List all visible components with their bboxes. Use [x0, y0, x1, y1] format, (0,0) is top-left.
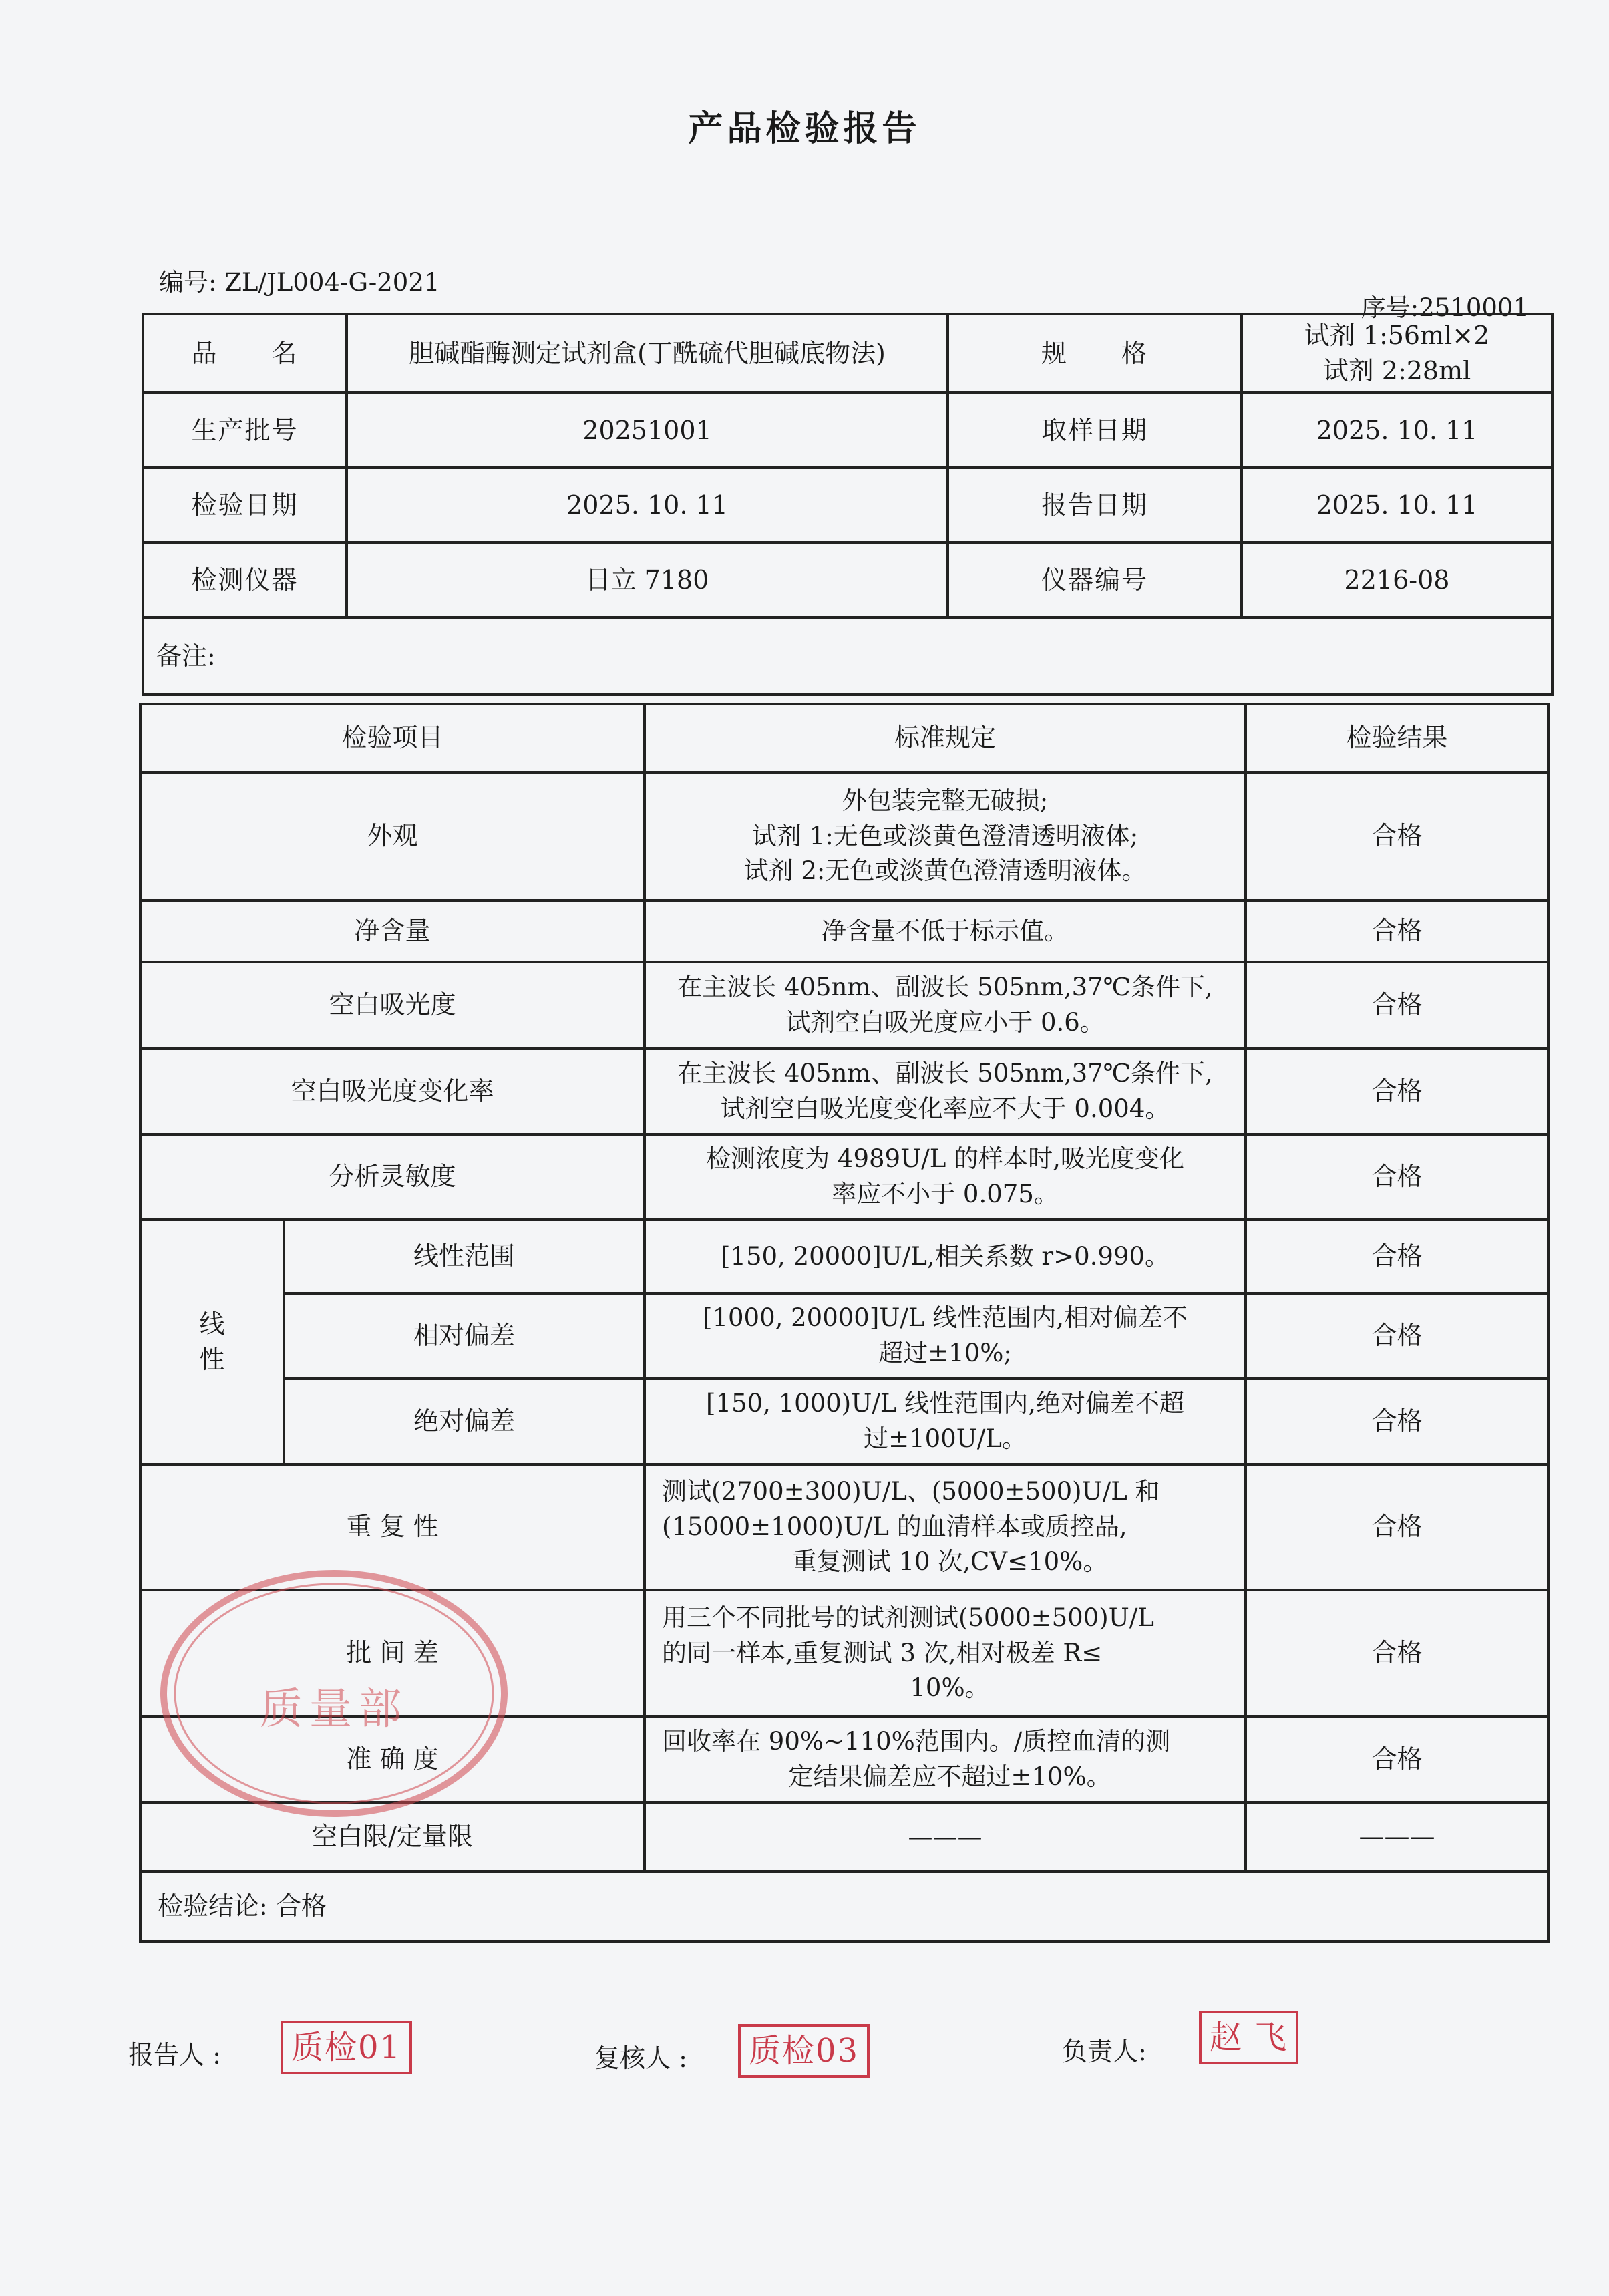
- batch-label: 生产批号: [143, 393, 347, 468]
- standard-line: 10%。: [910, 1673, 990, 1703]
- item-name: 重 复 性: [140, 1464, 645, 1590]
- inspection-date-value: 2025. 10. 11: [347, 468, 948, 542]
- product-name-value: 胆碱酯酶测定试剂盒(丁酰硫代胆碱底物法): [347, 314, 948, 393]
- instrument-no-label: 仪器编号: [948, 542, 1242, 617]
- reviewer-label: 复核人 :: [594, 2043, 687, 2073]
- header-item: 检验项目: [140, 704, 645, 772]
- spec-value-reagent-1: 试剂 1:56ml×2: [1304, 321, 1490, 350]
- linearity-char: 线: [199, 1309, 225, 1339]
- standard-line: 重复测试 10 次,CV≤10%。: [791, 1547, 1108, 1577]
- document-number: 编号: ZL/JL004-G-2021: [159, 268, 440, 297]
- spec-value-reagent-2: 试剂 2:28ml: [1322, 356, 1471, 386]
- item-result: 合格: [1246, 900, 1548, 962]
- linearity-char: 性: [199, 1345, 225, 1374]
- standard-line: 试剂 2:无色或淡黄色澄清透明液体。: [743, 856, 1147, 886]
- item-result: 合格: [1246, 1379, 1548, 1464]
- reviewer-stamp: 质检03: [738, 2024, 870, 2078]
- item-result: 合格: [1246, 1220, 1548, 1293]
- table-row: [140, 1717, 1548, 1802]
- item-standard: [645, 1464, 1246, 1590]
- standard-line: [1000, 20000]U/L 线性范围内,相对偏差不: [703, 1303, 1188, 1333]
- item-name: 线性范围: [284, 1220, 645, 1293]
- standard-line: 用三个不同批号的试剂测试(5000±500)U/L: [662, 1603, 1154, 1633]
- sampling-date-value: 2025. 10. 11: [1242, 393, 1552, 468]
- batch-value: 20251001: [347, 393, 948, 468]
- table-row: [140, 962, 1548, 1049]
- product-name-label: 品 名: [143, 314, 347, 393]
- table-row: [140, 1802, 1548, 1872]
- standard-line: 在主波长 405nm、副波长 505nm,37℃条件下,: [677, 1059, 1213, 1088]
- item-name: 批 间 差: [140, 1590, 645, 1717]
- item-result: 合格: [1246, 1293, 1548, 1379]
- standard-line: (15000±1000)U/L 的血清样本或质控品,: [662, 1512, 1127, 1541]
- standard-line: 外包装完整无破损;: [842, 786, 1049, 816]
- item-name: 空白限/定量限: [140, 1802, 645, 1872]
- item-standard: [645, 1379, 1246, 1464]
- standard-line: 定结果偏差应不超过±10%。: [788, 1762, 1111, 1791]
- item-standard: [645, 1293, 1246, 1379]
- item-name: 准 确 度: [140, 1717, 645, 1802]
- standard-line: 试剂空白吸光度应小于 0.6。: [785, 1008, 1105, 1037]
- instrument-no-value: 2216-08: [1242, 542, 1552, 617]
- item-standard: [645, 1590, 1246, 1717]
- spec-label: 规 格: [948, 314, 1242, 393]
- inspection-date-label: 检验日期: [143, 468, 347, 542]
- responsible-label: 负责人:: [1062, 2037, 1147, 2066]
- product-info-table: [142, 313, 1554, 696]
- responsible-stamp: 赵 飞: [1199, 2011, 1298, 2064]
- item-result: 合格: [1246, 1134, 1548, 1220]
- conclusion: 检验结论: 合格: [140, 1872, 1548, 1941]
- standard-line: 试剂空白吸光度变化率应不大于 0.004。: [720, 1094, 1170, 1123]
- item-standard: [645, 1134, 1246, 1220]
- item-result: 合格: [1246, 1717, 1548, 1802]
- table-row: [140, 1293, 1548, 1379]
- standard-line: 过±100U/L。: [864, 1424, 1027, 1453]
- standard-line: 的同一样本,重复测试 3 次,相对极差 R≤: [662, 1638, 1103, 1667]
- standard-line: 率应不小于 0.075。: [832, 1180, 1059, 1208]
- item-name: 外观: [140, 772, 645, 900]
- header-standard: 标准规定: [645, 704, 1246, 772]
- standard-line: [150, 1000)U/L 线性范围内,绝对偏差不超: [706, 1389, 1184, 1418]
- table-row: [140, 772, 1548, 900]
- remarks: 备注:: [143, 617, 1552, 695]
- standard-line: 超过±10%;: [878, 1339, 1012, 1367]
- report-date-value: 2025. 10. 11: [1242, 468, 1552, 542]
- item-name: 净含量: [140, 900, 645, 962]
- item-result: 合格: [1246, 1590, 1548, 1717]
- standard-line: 试剂 1:无色或淡黄色澄清透明液体;: [751, 821, 1139, 850]
- reporter-stamp: 质检01: [281, 2021, 412, 2074]
- sampling-date-label: 取样日期: [948, 393, 1242, 468]
- spec-value: [1242, 314, 1552, 393]
- table-header-row: [140, 704, 1548, 772]
- item-standard: [645, 962, 1246, 1049]
- report-title: 产品检验报告: [688, 108, 921, 149]
- inspection-items-table: [139, 703, 1550, 1943]
- item-name: 相对偏差: [284, 1293, 645, 1379]
- svg-text:质量部: 质量部: [260, 1685, 408, 1734]
- item-name: 分析灵敏度: [140, 1134, 645, 1220]
- report-date-label: 报告日期: [948, 468, 1242, 542]
- header-result: 检验结果: [1246, 704, 1548, 772]
- item-standard: 净含量不低于标示值。: [645, 900, 1246, 962]
- standard-line: 在主波长 405nm、副波长 505nm,37℃条件下,: [677, 973, 1213, 1002]
- item-standard: [150, 20000]U/L,相关系数 r>0.990。: [645, 1220, 1246, 1293]
- item-standard: [645, 1717, 1246, 1802]
- standard-line: 测试(2700±300)U/L、(5000±500)U/L 和: [662, 1477, 1160, 1506]
- table-row: [140, 900, 1548, 962]
- item-result: 合格: [1246, 1464, 1548, 1590]
- table-row: [140, 1379, 1548, 1464]
- item-standard: ———: [645, 1802, 1246, 1872]
- item-result: ———: [1246, 1802, 1548, 1872]
- conclusion-row: [140, 1872, 1548, 1941]
- item-result: 合格: [1246, 772, 1548, 900]
- item-result: 合格: [1246, 1049, 1548, 1134]
- standard-line: 检测浓度为 4989U/L 的样本时,吸光度变化: [706, 1144, 1184, 1174]
- instrument-label: 检测仪器: [143, 542, 347, 617]
- item-standard: [645, 1049, 1246, 1134]
- instrument-value: 日立 7180: [347, 542, 948, 617]
- table-row: [140, 1220, 1548, 1293]
- serial-number: 序号:2510001: [1361, 293, 1529, 322]
- table-row: [140, 1049, 1548, 1134]
- table-row: [140, 1464, 1548, 1590]
- item-standard: [645, 772, 1246, 900]
- item-name: 空白吸光度变化率: [140, 1049, 645, 1134]
- table-row: [140, 1590, 1548, 1717]
- item-name: 空白吸光度: [140, 962, 645, 1049]
- item-name: 绝对偏差: [284, 1379, 645, 1464]
- table-row: [140, 1134, 1548, 1220]
- linearity-group-label: [140, 1220, 284, 1464]
- item-result: 合格: [1246, 962, 1548, 1049]
- reporter-label: 报告人 :: [128, 2040, 221, 2070]
- standard-line: 回收率在 90%~110%范围内。/质控血清的测: [662, 1727, 1171, 1756]
